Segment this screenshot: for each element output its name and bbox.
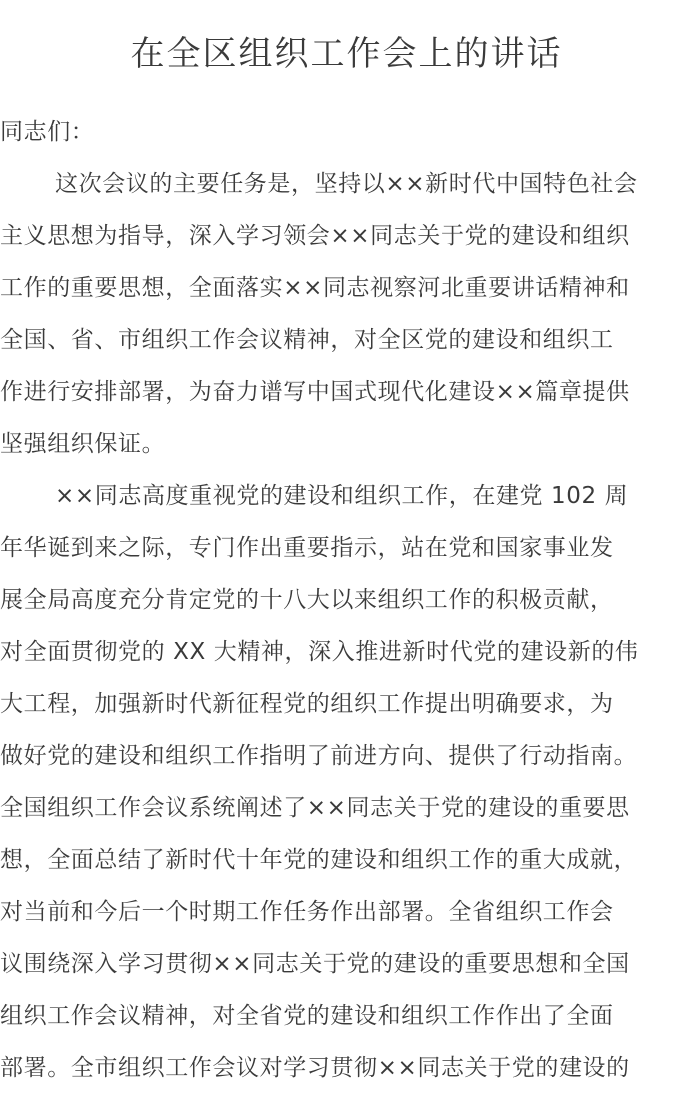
salutation: 同志们： [0,119,95,145]
text-line: 主义思想为指导，深入学习领会××同志关于党的建设和组织 [0,223,630,249]
text-line: ××同志高度重视党的建设和组织工作，在建党 102 周 [55,483,629,509]
text-line: 组织工作会议精神，对全省党的建设和组织工作作出了全面 [0,1003,614,1029]
document-title: 在全区组织工作会上的讲话 [130,34,563,74]
text-line: 年华诞到来之际，专门作出重要指示，站在党和国家事业发 [0,535,614,561]
text-line: 大工程，加强新时代新征程党的组织工作提出明确要求，为 [0,691,614,717]
text-line: 这次会议的主要任务是，坚持以××新时代中国特色社会 [55,171,638,197]
text-line: 对当前和今后一个时期工作任务作出部署。全省组织工作会 [0,899,614,925]
text-line: 想，全面总结了新时代十年党的建设和组织工作的重大成就， [0,847,638,873]
text-line: 做好党的建设和组织工作指明了前进方向、提供了行动指南。 [0,743,638,769]
text-line: 全国组织工作会议系统阐述了××同志关于党的建设的重要思 [0,795,630,821]
text-line: 工作的重要思想，全面落实××同志视察河北重要讲话精神和 [0,275,630,301]
text-line: 作进行安排部署，为奋力谱写中国式现代化建设××篇章提供 [0,379,630,405]
text-line: 全国、省、市组织工作会议精神，对全区党的建设和组织工 [0,327,614,353]
text-line: 坚强组织保证。 [0,431,166,457]
text-line: 展全局高度充分肯定党的十八大以来组织工作的积极贡献， [0,587,614,613]
text-line: 议围绕深入学习贯彻××同志关于党的建设的重要思想和全国 [0,951,630,977]
document-body [0,106,693,1094]
text-line: 对全面贯彻党的 XX 大精神，深入推进新时代党的建设新的伟 [0,639,639,665]
text-line: 部署。全市组织工作会议对学习贯彻××同志关于党的建设的 [0,1055,630,1081]
